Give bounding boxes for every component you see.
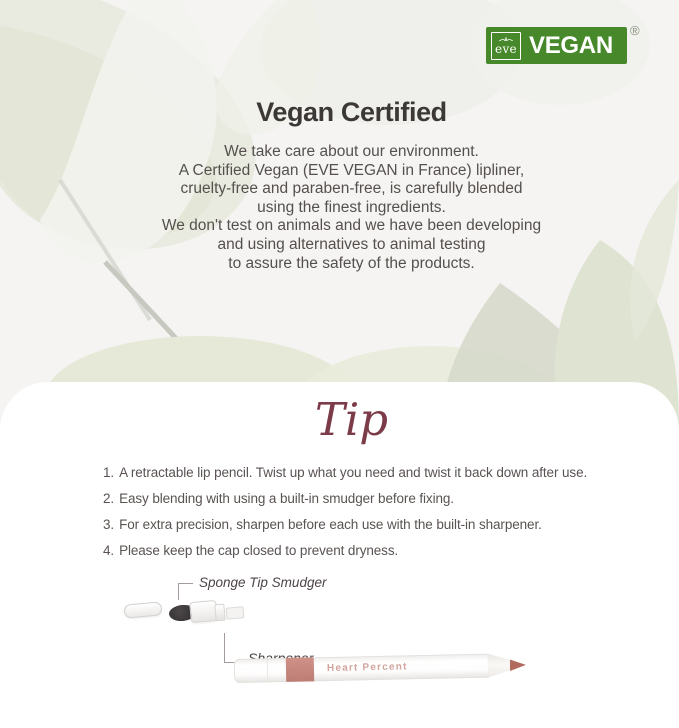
tip-number: 2. <box>103 491 115 506</box>
registered-trademark-icon: ® <box>630 23 640 38</box>
smudger-label: Sponge Tip Smudger <box>199 575 327 590</box>
hero-copy <box>24 0 679 273</box>
tip-text: Please keep the cap closed to prevent dryness. <box>119 543 399 558</box>
tip-text: For extra precision, sharpen before each use with the built-in sharpener. <box>119 517 542 532</box>
tip-list <box>103 465 587 569</box>
tip-item <box>103 465 587 491</box>
tip-item <box>103 517 587 543</box>
pencil-sharpened-wood <box>488 653 511 677</box>
hero-paragraph-line: cruelty-free and paraben-free, is carefully blended <box>180 180 523 198</box>
pencil-lead-tip <box>510 653 526 677</box>
tip-text: A retractable lip pencil. Twist up what you need and twist it back down after use. <box>119 465 588 480</box>
logo-vegan-text: VEGAN <box>529 31 613 59</box>
pencil-color-band <box>286 657 314 682</box>
tip-text: Easy blending with using a built-in smudger before fixing. <box>119 491 454 506</box>
built-in-sharpener <box>226 606 245 620</box>
tip-number: 4. <box>103 543 115 558</box>
hero-paragraph-line: A Certified Vegan (EVE VEGAN in France) lipliner, <box>178 161 525 179</box>
lip-pencil <box>234 653 526 683</box>
smudger-collar <box>214 604 225 622</box>
tip-number: 3. <box>103 517 115 532</box>
logo-eve-text: eve <box>495 42 517 56</box>
hero-paragraph-line: We take care about our environment. <box>224 143 479 160</box>
smudger-leader-line <box>178 583 193 600</box>
hero-paragraph-line: and using alternatives to animal testing <box>217 235 486 253</box>
pencil-cap <box>123 601 162 618</box>
pencil-brand-text: Heart Percent <box>326 661 408 675</box>
smudger-barrel <box>189 600 218 623</box>
hero-paragraph-line: We don't test on animals and we have been developing <box>161 217 542 235</box>
hero-paragraph-line: using the finest ingredients. <box>257 198 446 216</box>
tip-item <box>103 543 587 569</box>
tip-number: 1. <box>103 465 115 480</box>
section-title: Vegan Certified <box>256 97 447 127</box>
tip-heading: Tip <box>314 393 389 446</box>
tip-item <box>103 491 587 517</box>
hero-paragraph <box>24 143 679 273</box>
hero-paragraph-line: to assure the safety of the products. <box>228 254 475 272</box>
tips-panel <box>0 382 679 728</box>
